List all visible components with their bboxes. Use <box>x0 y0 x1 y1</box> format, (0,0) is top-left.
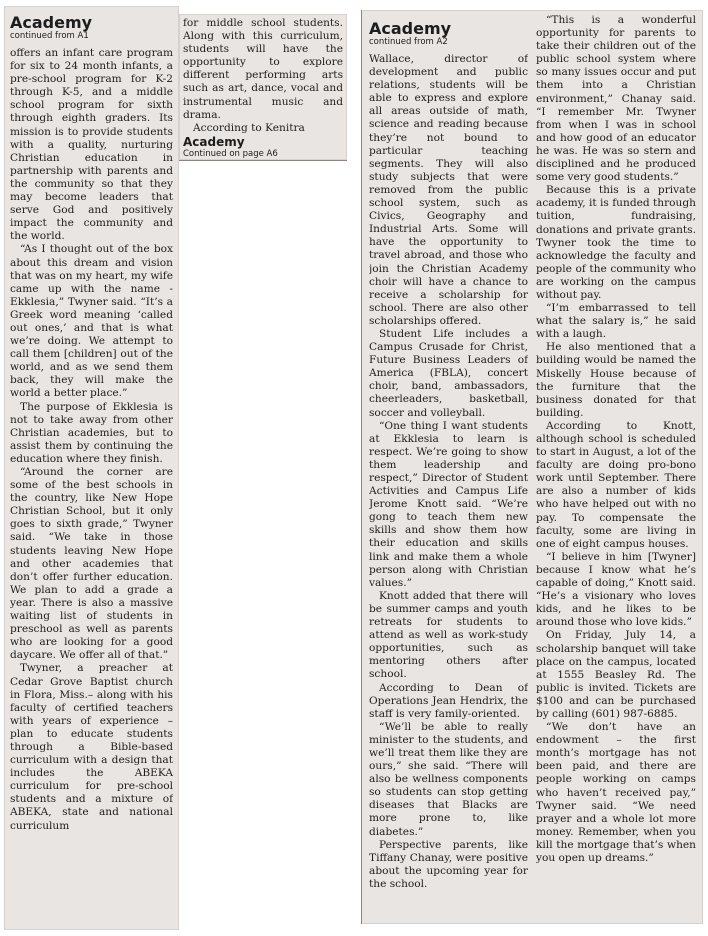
right-article-headline: Academy <box>369 20 452 38</box>
right-col1-paragraph-6: “We’ll be able to really minister to the students, and we’ll treat them like they are ours,” she said. “There will also be wellness components so students can stop getting diseases that Blacks are more prone to, like diabetes.” <box>369 720 528 838</box>
right-article-column-1 <box>369 20 528 920</box>
left-col1-paragraph-3: The purpose of Ekklesia is not to take away from other Christian academies, but to assist them by continuing the education where they finish. <box>10 400 173 465</box>
right-col2-paragraph-8: “We don’t have an endowment – the first month’s mortgage has not been paid, and there are people working on camps who haven’t received pay,” Twyner said. “We need prayer and a whole lot more money. Remember, when you kill the mortgage that’s when you open up dreams.” <box>536 721 696 864</box>
right-col2-paragraph-4: He also mentioned that a building would be named the Miskelly House because of the furniture that the business donated for that building. <box>536 341 696 419</box>
left-col1-paragraph-1: offers an infant care program for six to 24 month infants, a pre-school program for K-2 through K-5, and a middle school program for sixth through eighth graders. Its mission is to provide students with a quality, nurturing Christian education in partnership with parents and the community so that they may become leaders that serve God and positively impact the community and the world. <box>10 47 173 243</box>
left-clip-divider <box>179 160 347 161</box>
right-col2-paragraph-6: “I believe in him [Twyner] because I know what he’s capable of doing,” Knott said. “He’s a visionary who loves kids, and he likes to be around those who love kids.” <box>536 550 696 629</box>
right-col1-paragraph-4: Knott added that there will be summer camps and youth retreats for students to attend as well as work-study opportunities, such as mentoring others after school. <box>369 589 528 681</box>
left-col1-paragraph-5: Twyner, a preacher at Cedar Grove Baptist church in Flora, Miss.– along with his faculty of certified teachers with years of experience – plan to educate students through a Bible-based curriculum with a design that includes the ABEKA curriculum for pre-school students and a mixture of ABEKA, state and national curriculum <box>10 662 173 832</box>
left-article-column-1 <box>10 14 173 926</box>
right-col1-paragraph-5: According to Dean of Operations Jean Hendrix, the staff is very family-oriented. <box>369 681 528 720</box>
right-col2-paragraph-1: “This is a wonderful opportunity for parents to take their children out of the public school system where so many issues occur and put them into a Christian environment,” Chanay said. “I remember Mr. Twyner from when I was in school and how good of an educator he was. He was so stern and disciplined and he produced some very good students.” <box>536 14 696 184</box>
right-col2-paragraph-3: “I’m embarrassed to tell what the salary is,” he said with a laugh. <box>536 302 696 341</box>
right-col2-paragraph-7: On Friday, July 14, a scholarship banquet will take place on the campus, located at 1555 Beasley Rd. The public is invited. Tickets are $100 and can be purchased by calling (601) 987-6885. <box>536 629 696 720</box>
left-col2-paragraph-1: for middle school students. Along with this curriculum, students will have the opportunity to explore different performing arts such as art, dance, vocal and instrumental music and drama. <box>183 17 343 121</box>
left-article-column-2 <box>183 17 343 159</box>
left-article-headline: Academy <box>10 14 93 32</box>
right-article-continued-from: continued from A2 <box>369 37 448 47</box>
right-col2-paragraph-2: Because this is a private academy, it is funded through tuition, fundraising, donations and private grants. Twyner took the time to acknowledge the faculty and people of the community who are working on the campus without pay. <box>536 184 696 301</box>
left-col2-paragraph-2: According to Kenitra <box>193 121 305 134</box>
right-col1-paragraph-1: Wallace, director of development and public relations, students will be able to express and explore all areas outside of math, science and reading because they’re not bound to particular teaching segments. They will also study subjects that were removed from the public school system, such as Civics, Geography and Industrial Arts. Some will have the opportunity to travel abroad, and those who join the Christian Academy choir will have a chance to receive a scholarship for school. There are also other scholarships offered. <box>369 53 528 327</box>
left-jump-line: Continued on page A6 <box>183 148 278 159</box>
right-col2-paragraph-5: According to Knott, although school is scheduled to start in August, a lot of the faculty are doing pro-bono work until September. There are also a number of kids who have helped out with no pay. To compensate the faculty, some are living in one of eight campus houses. <box>536 419 696 550</box>
left-col1-paragraph-4: “Around the corner are some of the best schools in the country, like New Hope Christian School, but it only goes to sixth grade,” Twyner said. “We take in those students leaving New Hope and other academies that don’t offer further education. We plan to add a grade a year. There is also a massive waiting list of students in preschool as well as parents who are looking for a good daycare. We offer all of that.” <box>10 466 173 662</box>
right-col1-paragraph-3: “One thing I want students at Ekklesia to learn is respect. We’re going to show them leadership and respect,” Director of Student Activities and Campus Life Jerome Knott said. “We’re gong to teach them new skills and show them how their education and skills link and make them a whole person along with Christian values.” <box>369 419 528 589</box>
right-article-column-2 <box>536 14 696 920</box>
right-clip-left-edge <box>361 10 362 924</box>
left-col1-paragraph-2: “As I thought out of the box about this dream and vision that was on my heart, my wife came up with the name - Ekklesia,” Twyner said. “It’s a Greek word meaning ‘called out ones,’ and that is what we’re doing. We attempt to call them [children] out of the world, and as we send them back, they will make the world a better place.” <box>10 243 173 400</box>
right-col1-paragraph-7: Perspective parents, like Tiffany Chanay, were positive about the upcoming year for the school. <box>369 838 528 890</box>
left-jump-headline: Academy <box>183 134 245 149</box>
right-col1-paragraph-2: Student Life includes a Campus Crusade for Christ, Future Business Leaders of America (FBLA), concert choir, band, ambassadors, cheerleaders, basketball, soccer and volleyball. <box>369 327 528 419</box>
left-article-continued-from: continued from A1 <box>10 31 89 41</box>
